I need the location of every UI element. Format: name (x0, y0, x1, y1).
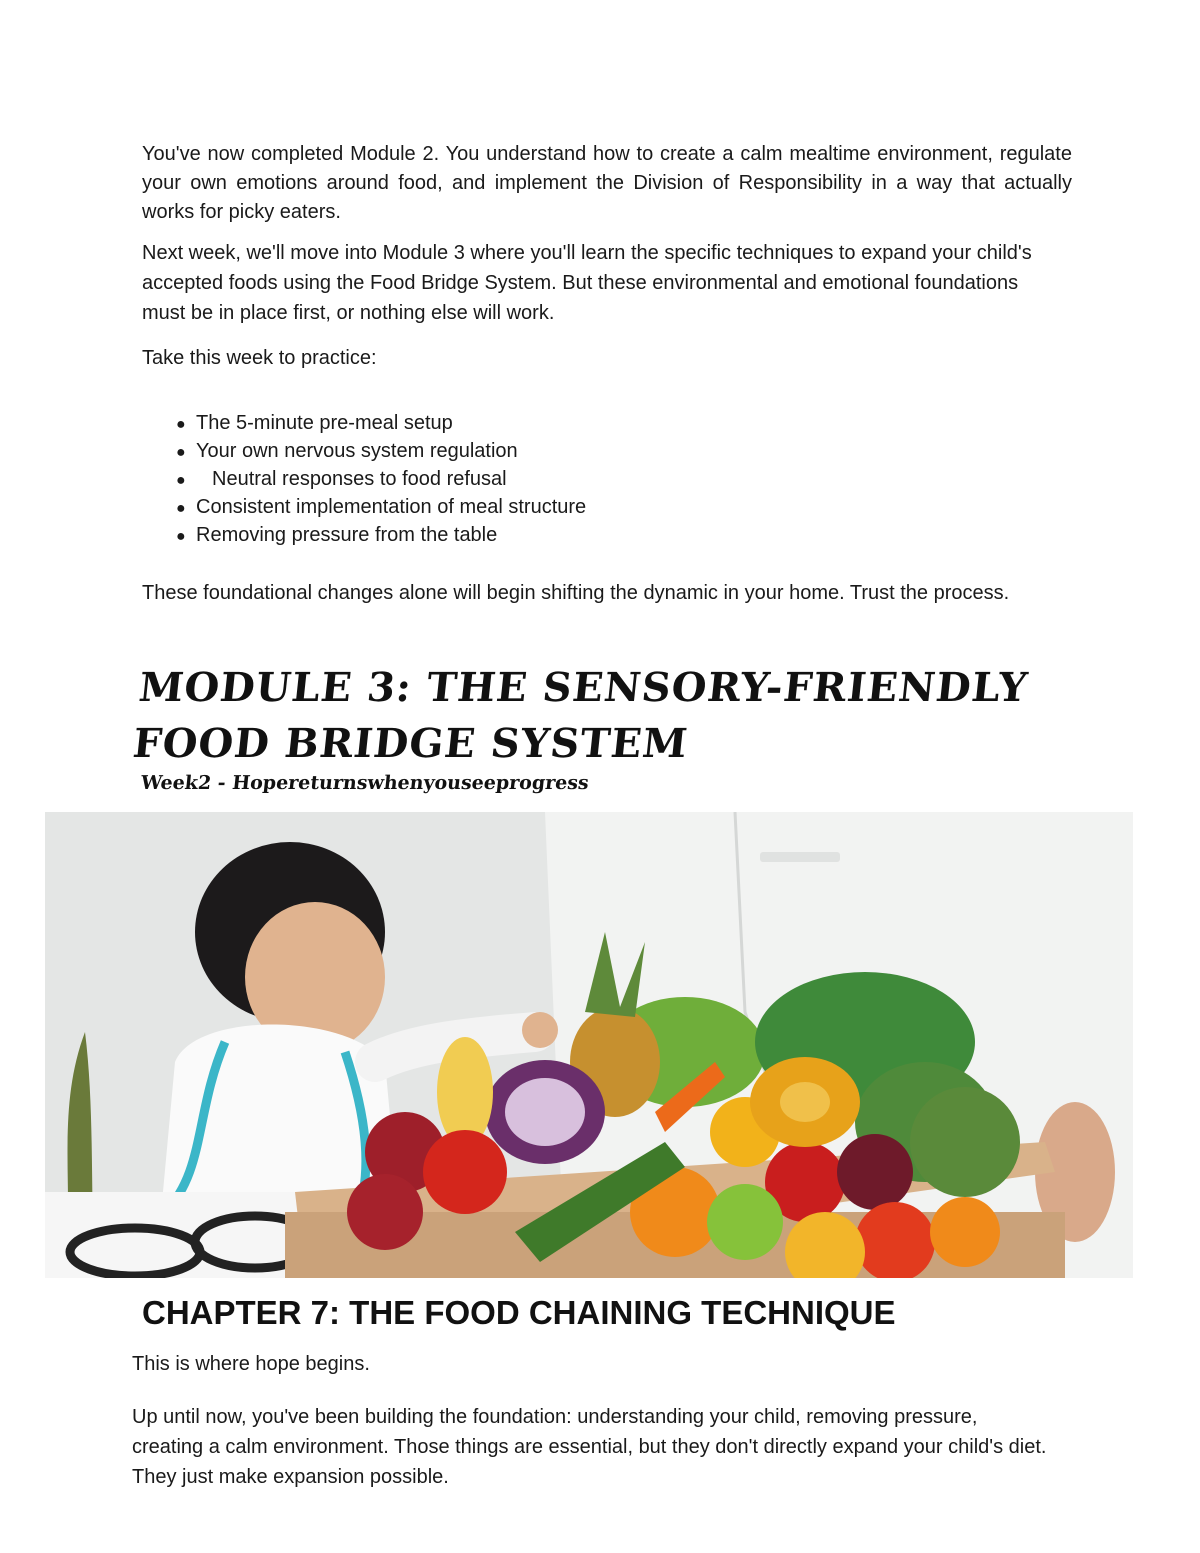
bullet-icon: ● (176, 472, 186, 489)
bullet-icon: ● (176, 444, 186, 461)
chapter-paragraph-1: This is where hope begins. (132, 1353, 370, 1375)
list-item: ● Consistent implementation of meal structure (176, 496, 587, 518)
intro-paragraph-1: You've now completed Module 2. You understand how to create a calm mealtime environment, regulate your own emotions around food, and implement the Division of Responsibility in a way that actually works for picky eaters. (142, 143, 1072, 223)
practice-list (176, 412, 586, 552)
list-item: ● The 5-minute pre-meal setup (176, 412, 453, 434)
list-item: ● Neutral responses to food refusal (176, 468, 507, 490)
bullet-icon: ● (176, 528, 186, 545)
module-subtitle: Week2 - Hopereturnswhenyouseeprogress (139, 772, 590, 794)
bullet-icon: ● (176, 416, 186, 433)
chapter-paragraph-2: Up until now, you've been building the foundation: understanding your child, removing pressure, creating a calm environment. Those things are essential, but they don't directly expand your child's diet. They just make expansion possible. (132, 1406, 1047, 1488)
module-title: MODULE 3: THE SENSORY-FRIENDLY FOOD BRIDGE SYSTEM (130, 664, 1031, 767)
list-item: ● Removing pressure from the table (176, 524, 498, 546)
closing-paragraph: These foundational changes alone will begin shifting the dynamic in your home. Trust the process. (142, 582, 1010, 604)
practice-intro: Take this week to practice: (142, 347, 377, 369)
bullet-icon: ● (176, 500, 186, 517)
list-item: ● Your own nervous system regulation (176, 440, 518, 462)
hero-photo (45, 812, 1133, 1278)
intro-paragraph-2: Next week, we'll move into Module 3 where you'll learn the specific techniques to expand your child's accepted foods using the Food Bridge System. But these environmental and emotional foundations must be in place first, or nothing else will work. (142, 242, 1032, 324)
chapter-title: CHAPTER 7: THE FOOD CHAINING TECHNIQUE (142, 1294, 896, 1331)
